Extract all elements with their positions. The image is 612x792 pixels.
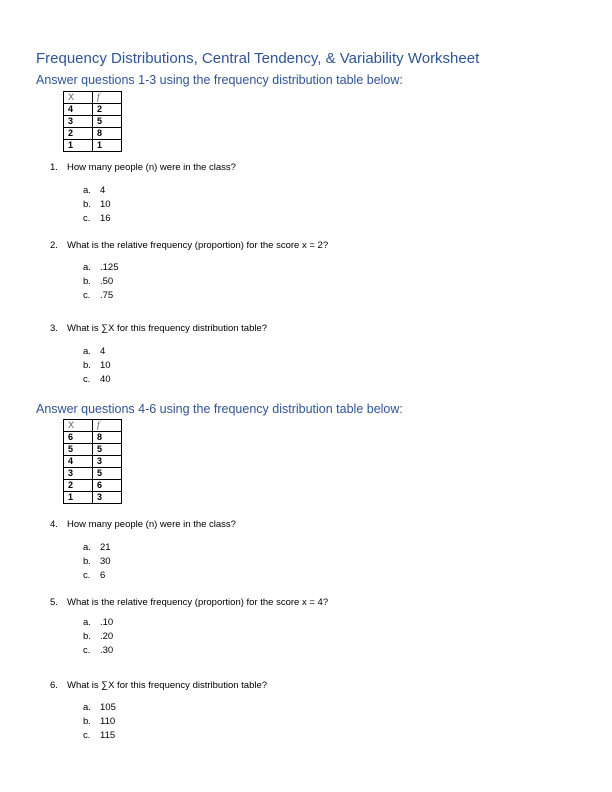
- option-5a: a. .10: [83, 617, 114, 628]
- question-6: 6. What is ∑X for this frequency distribution table?: [50, 680, 268, 691]
- x-value: 3: [64, 116, 93, 128]
- option-4b: b. 30: [83, 556, 111, 567]
- question-text: How many people (n) were in the class?: [67, 519, 236, 530]
- option-1c: c. 16: [83, 213, 111, 224]
- f-value: 5: [93, 116, 122, 128]
- option-1a: a. 4: [83, 185, 106, 196]
- question-text: How many people (n) were in the class?: [67, 162, 236, 173]
- option-4c: c. 6: [83, 570, 106, 581]
- table-row: [64, 480, 122, 492]
- table-row: [64, 456, 122, 468]
- option-6b: b. 110: [83, 716, 116, 727]
- x-value: 6: [64, 432, 93, 444]
- column-header-x: X: [64, 92, 93, 104]
- option-3c: c. 40: [83, 374, 111, 385]
- option-2b: b. .50: [83, 276, 114, 287]
- f-value: 6: [93, 480, 122, 492]
- section2-heading: Answer questions 4-6 using the frequency distribution table below:: [36, 402, 403, 416]
- question-3: 3. What is ∑X for this frequency distribution table?: [50, 323, 268, 334]
- option-3a: a. 4: [83, 346, 106, 357]
- frequency-table-1: [63, 91, 122, 152]
- question-4: 4. How many people (n) were in the class?: [50, 519, 236, 530]
- question-1: 1. How many people (n) were in the class?: [50, 162, 236, 173]
- section1-heading: Answer questions 1-3 using the frequency distribution table below:: [36, 73, 403, 87]
- table-row: [64, 492, 122, 504]
- question-text: What is the relative frequency (proportion) for the score x = 4?: [67, 597, 329, 608]
- question-text: What is ∑X for this frequency distribution table?: [67, 680, 268, 691]
- option-6a: a. 105: [83, 702, 116, 713]
- x-value: 5: [64, 444, 93, 456]
- x-value: 4: [64, 456, 93, 468]
- option-5c: c. .30: [83, 645, 114, 656]
- question-text: What is the relative frequency (proportion) for the score x = 2?: [67, 240, 329, 251]
- f-value: 2: [93, 104, 122, 116]
- column-header-f: f: [93, 420, 122, 432]
- column-header-f: f: [93, 92, 122, 104]
- table-row: [64, 432, 122, 444]
- option-2c: c. .75: [83, 290, 114, 301]
- f-value: 3: [93, 492, 122, 504]
- x-value: 1: [64, 140, 93, 152]
- option-1b: b. 10: [83, 199, 111, 210]
- option-3b: b. 10: [83, 360, 111, 371]
- x-value: 2: [64, 128, 93, 140]
- x-value: 2: [64, 480, 93, 492]
- x-value: 1: [64, 492, 93, 504]
- f-value: 5: [93, 468, 122, 480]
- table-row: [64, 444, 122, 456]
- table-row: [64, 140, 122, 152]
- question-5: 5. What is the relative frequency (proportion) for the score x = 4?: [50, 597, 329, 608]
- option-4a: a. 21: [83, 542, 111, 553]
- option-2a: a. .125: [83, 262, 119, 273]
- x-value: 3: [64, 468, 93, 480]
- f-value: 8: [93, 432, 122, 444]
- option-6c: c. 115: [83, 730, 116, 741]
- f-value: 8: [93, 128, 122, 140]
- table-row: [64, 116, 122, 128]
- table-row: [64, 104, 122, 116]
- f-value: 3: [93, 456, 122, 468]
- frequency-table-2: [63, 419, 122, 504]
- question-text: What is ∑X for this frequency distribution table?: [67, 323, 268, 334]
- f-value: 1: [93, 140, 122, 152]
- table-row: [64, 128, 122, 140]
- question-2: 2. What is the relative frequency (proportion) for the score x = 2?: [50, 240, 329, 251]
- column-header-x: X: [64, 420, 93, 432]
- f-value: 5: [93, 444, 122, 456]
- option-5b: b. .20: [83, 631, 114, 642]
- table-row: [64, 468, 122, 480]
- x-value: 4: [64, 104, 93, 116]
- worksheet-title: Frequency Distributions, Central Tendency, & Variability Worksheet: [36, 50, 480, 67]
